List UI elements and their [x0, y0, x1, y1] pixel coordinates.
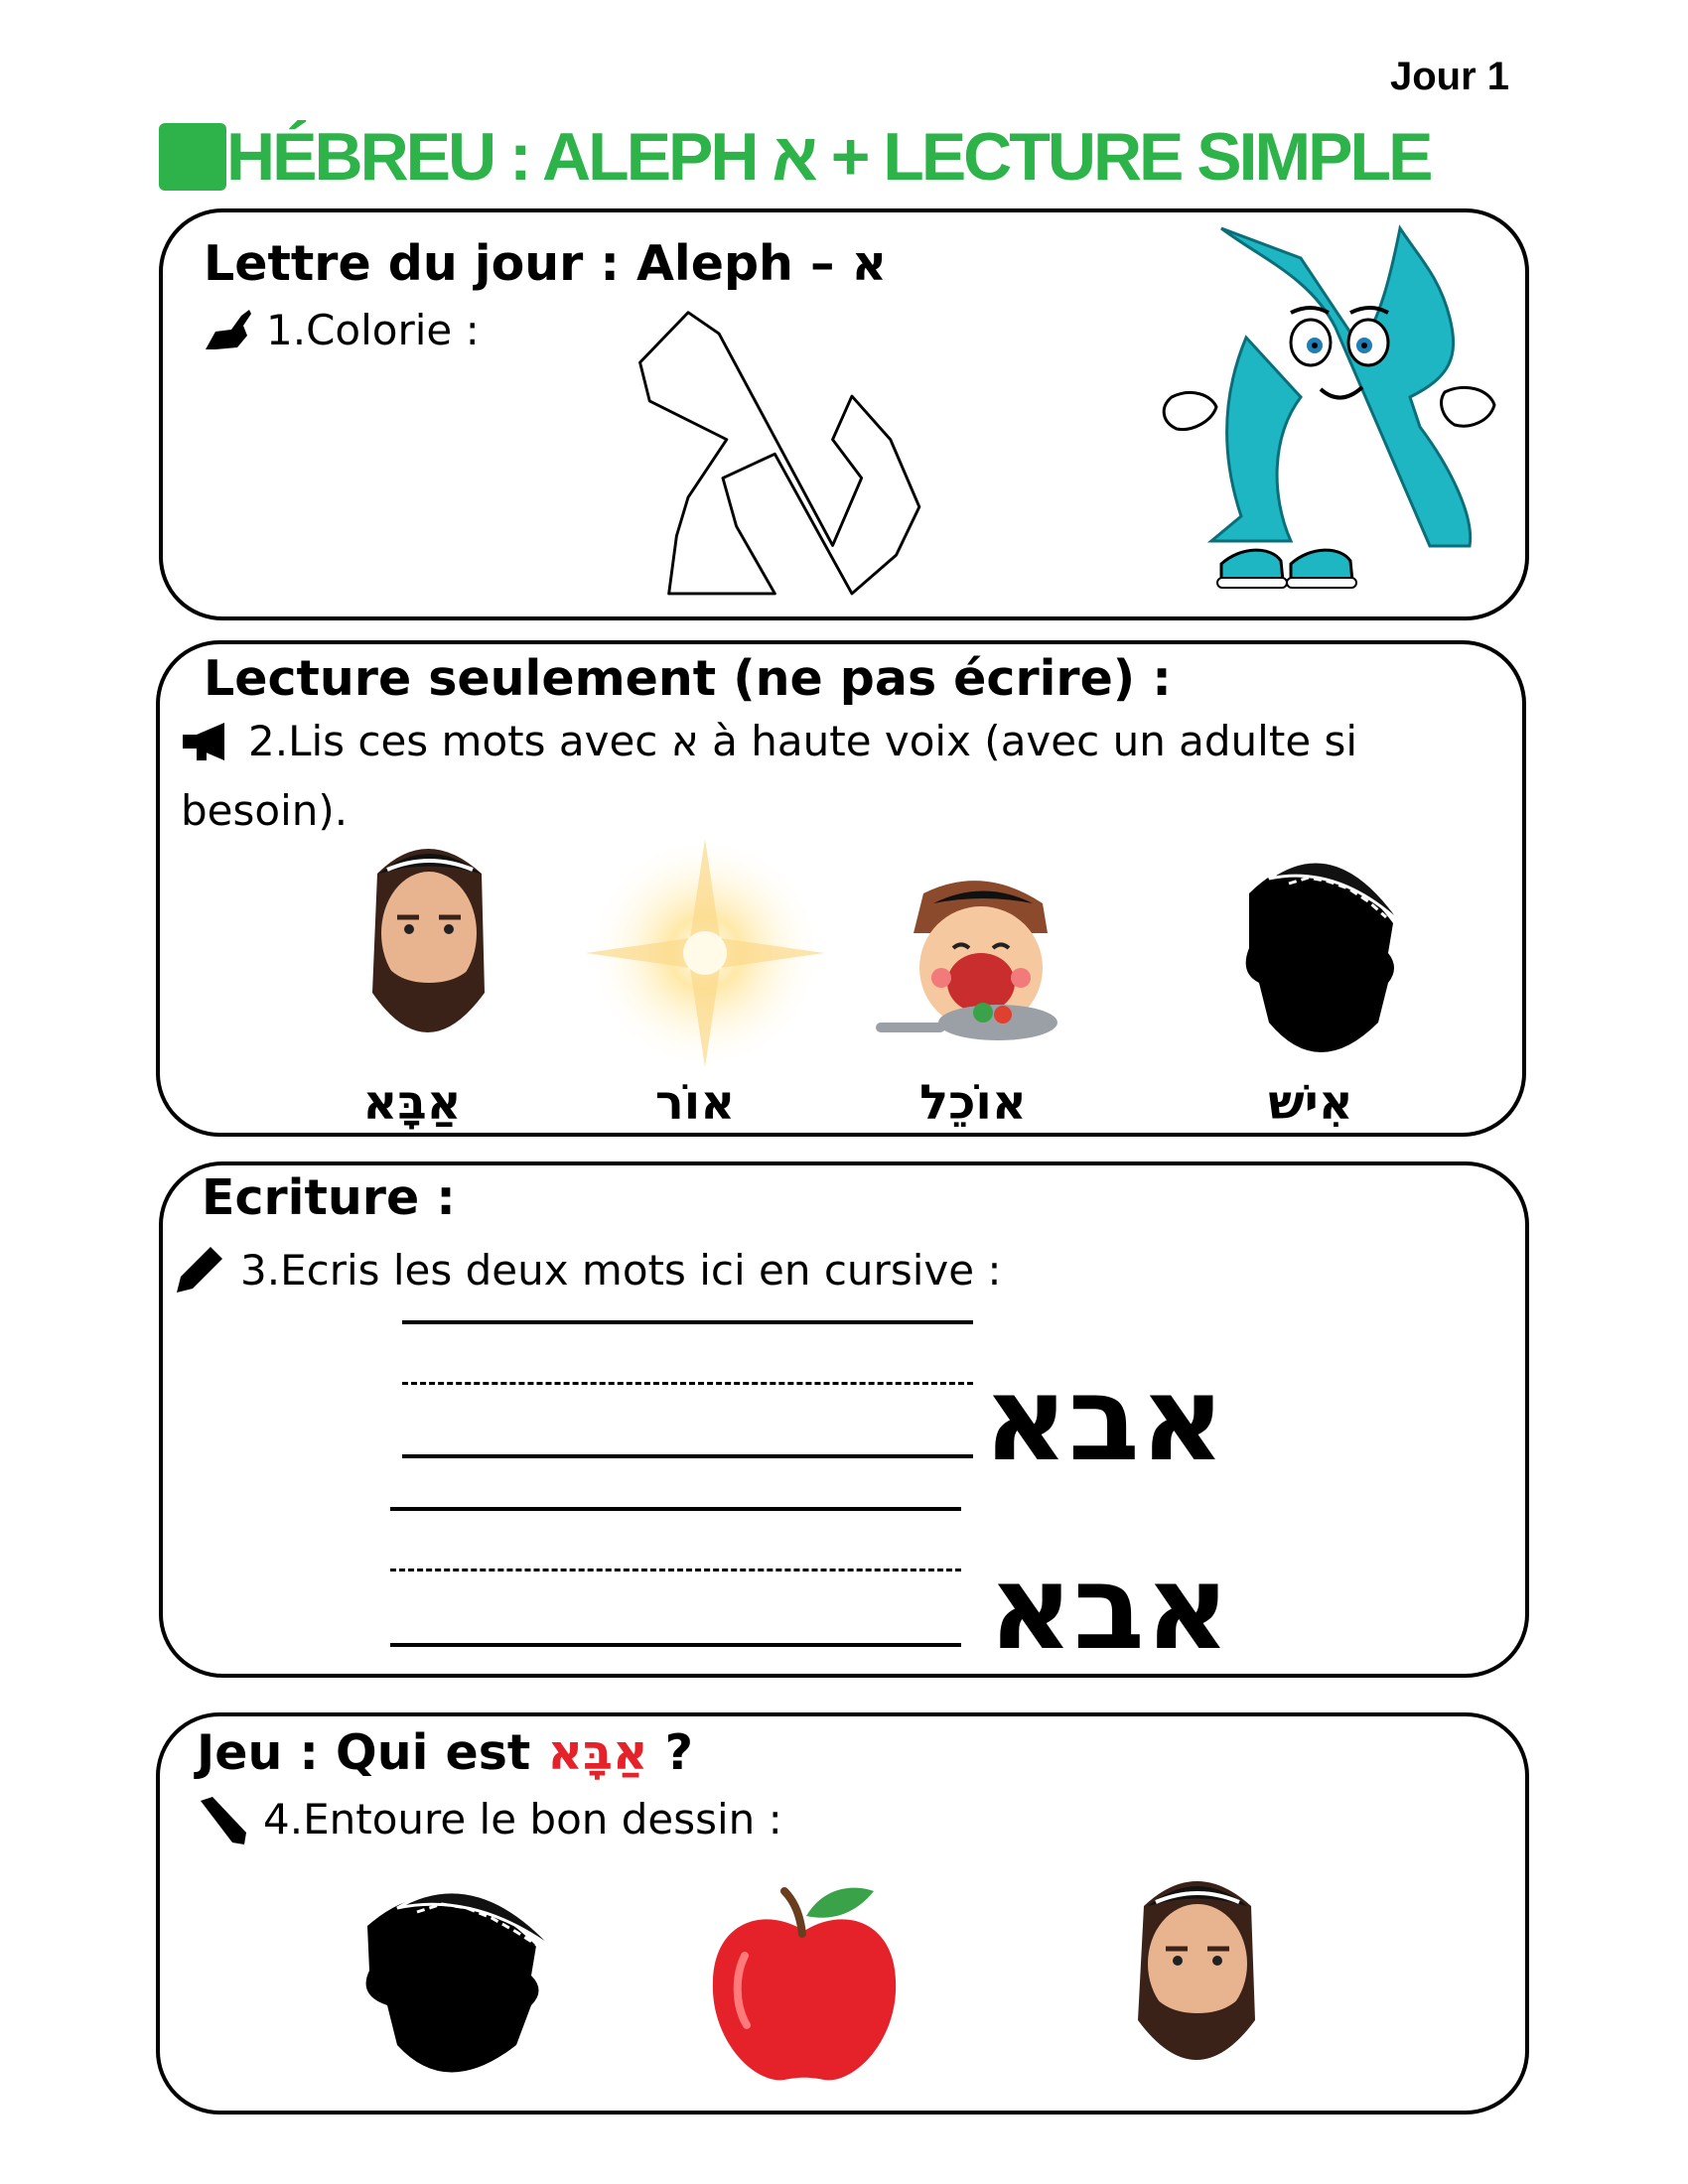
- word-okhel: אוֹכֵל: [919, 1075, 1027, 1131]
- choice-apple[interactable]: [705, 1876, 904, 2085]
- outline-aleph-letter: [626, 303, 923, 606]
- word-abba: אַבָּא: [362, 1075, 462, 1131]
- writing-line-dashed-1: [402, 1382, 973, 1385]
- man-silhouette-image: [1229, 834, 1408, 1064]
- father-face-image: [357, 834, 496, 1062]
- pencil-icon-2: [195, 1793, 250, 1848]
- model-word-2: אבא: [988, 1539, 1230, 1676]
- section2-instruction-line1: 2.Lis ces mots avec א à haute voix (avec un adulte si: [248, 717, 1358, 765]
- writing-line-dashed-2: [390, 1569, 961, 1571]
- section2-instruction-line2: besoin).: [181, 786, 349, 835]
- section4-heading-word: אַבָּא: [547, 1724, 648, 1781]
- section1-heading: Lettre du jour : Aleph – א: [204, 235, 888, 292]
- paint-hand-icon: [202, 306, 255, 353]
- section1-instruction: 1.Colorie :: [266, 306, 480, 354]
- writing-line-top-2: [390, 1507, 961, 1511]
- writing-box: [159, 1161, 1529, 1678]
- title-row: [159, 117, 1430, 197]
- section4-heading: [197, 1724, 693, 1781]
- child-eating-image: [874, 874, 1082, 1057]
- word-or: אוֹר: [654, 1075, 736, 1131]
- light-burst-image: [576, 829, 834, 1077]
- aleph-mascot: [1152, 218, 1509, 611]
- model-word-1: אבא: [983, 1350, 1225, 1487]
- page-title: HÉBREU : ALEPH א + LECTURE SIMPLE: [226, 119, 1431, 195]
- writing-line-base-2: [390, 1643, 961, 1647]
- section3-instruction: 3.Ecris les deux mots ici en cursive :: [240, 1246, 1002, 1295]
- section4-heading-suffix: ?: [647, 1724, 694, 1781]
- green-square-icon: [159, 123, 226, 191]
- section2-heading: Lecture seulement (ne pas écrire) :: [204, 650, 1172, 707]
- section3-heading: Ecriture :: [202, 1169, 456, 1226]
- word-ish: אִישׁ: [1268, 1075, 1353, 1131]
- section4-instruction: 4.Entoure le bon dessin :: [263, 1795, 782, 1843]
- day-label: Jour 1: [1390, 55, 1510, 98]
- pencil-icon: [171, 1241, 228, 1297]
- writing-line-base-1: [402, 1454, 973, 1458]
- choice-man-silhouette[interactable]: [348, 1866, 566, 2080]
- megaphone-icon: [179, 721, 234, 762]
- section4-heading-prefix: Jeu : Qui est: [197, 1724, 548, 1781]
- choice-father-face[interactable]: [1122, 1866, 1271, 2085]
- writing-line-top-1: [402, 1320, 973, 1324]
